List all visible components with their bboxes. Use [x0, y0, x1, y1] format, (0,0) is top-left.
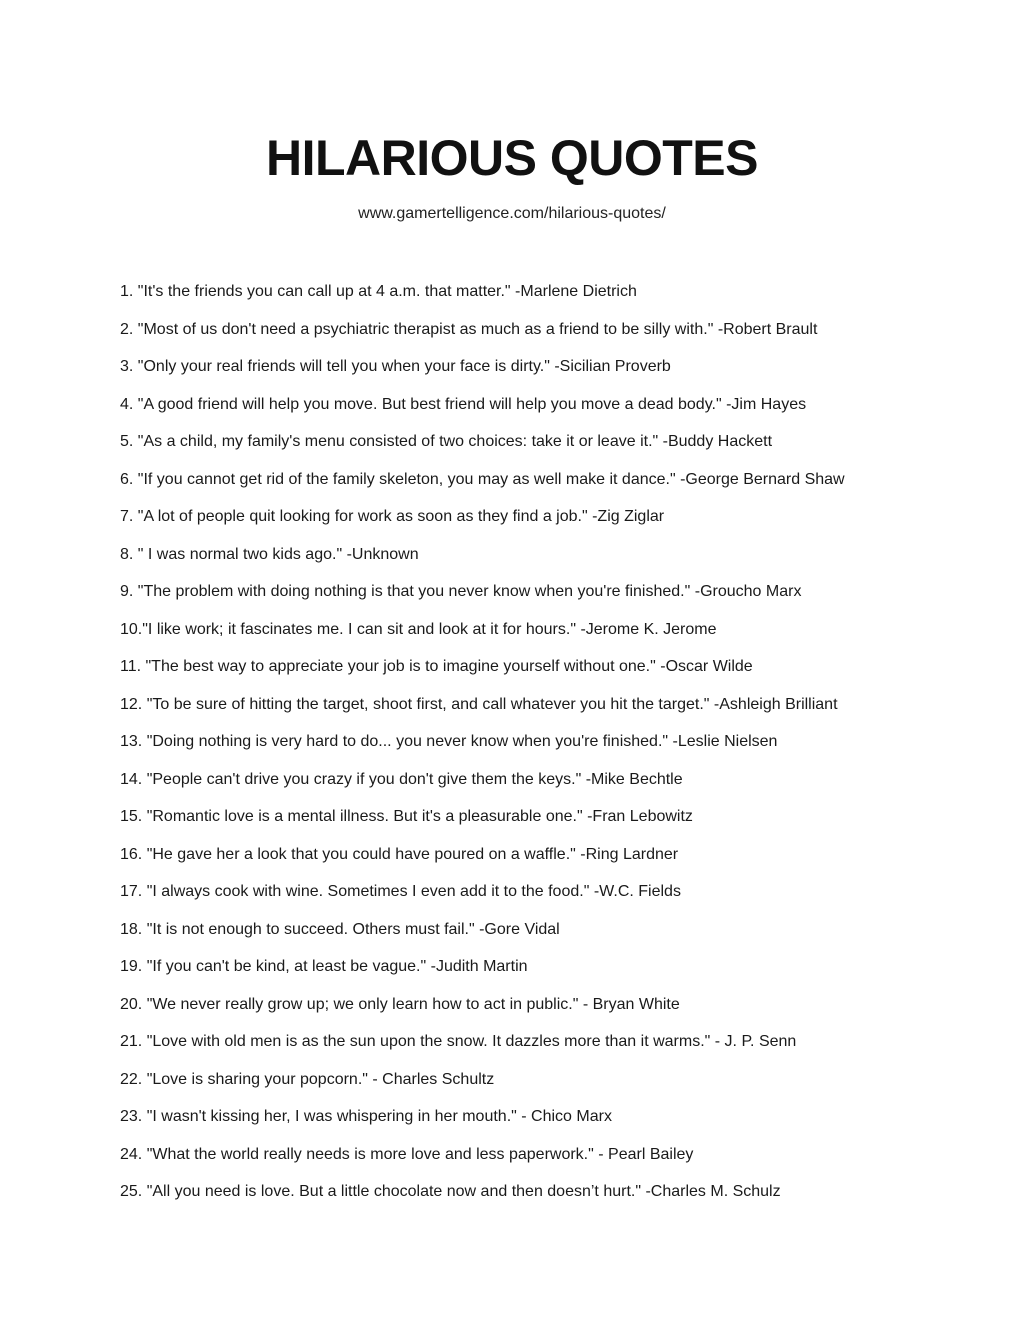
quote-item-14: 14. "People can't drive you crazy if you don't give them the keys." -Mike Bechtle: [120, 770, 683, 788]
quote-item-4: 4. "A good friend will help you move. But best friend will help you move a dead body." -Jim Hayes: [120, 395, 807, 413]
quote-item-24: 24. "What the world really needs is more love and less paperwork." - Pearl Bailey: [120, 1145, 694, 1163]
quote-item-6: 6. "If you cannot get rid of the family skeleton, you may as well make it dance." -George Bernard Shaw: [120, 470, 845, 488]
quote-item-16: 16. "He gave her a look that you could have poured on a waffle." -Ring Lardner: [120, 845, 679, 863]
source-url: www.gamertelligence.com/hilarious-quotes/: [358, 205, 666, 222]
quote-item-3: 3. "Only your real friends will tell you when your face is dirty." -Sicilian Proverb: [120, 358, 671, 375]
quote-item-23: 23. "I wasn't kissing her, I was whispering in her mouth." - Chico Marx: [120, 1108, 612, 1125]
quote-item-10: 10."I like work; it fascinates me. I can sit and look at it for hours." -Jerome K. Jerome: [120, 620, 717, 638]
quote-item-19: 19. "If you can't be kind, at least be vague." -Judith Martin: [120, 958, 528, 975]
page-title: HILARIOUS QUOTES: [265, 130, 759, 186]
quote-item-20: 20. "We never really grow up; we only learn how to act in public." - Bryan White: [120, 995, 680, 1013]
quote-item-9: 9. "The problem with doing nothing is that you never know when you're finished." -Groucho Marx: [120, 583, 802, 600]
quote-item-11: 11. "The best way to appreciate your job is to imagine yourself without one." -Oscar Wilde: [120, 658, 753, 675]
quote-item-21: 21. "Love with old men is as the sun upon the snow. It dazzles more than it warms." - J. P. Senn: [120, 1033, 797, 1050]
quote-item-2: 2. "Most of us don't need a psychiatric therapist as much as a friend to be silly with." -Robert Brault: [120, 320, 818, 338]
quote-item-8: 8. " I was normal two kids ago." -Unknown: [120, 545, 419, 563]
quote-item-15: 15. "Romantic love is a mental illness. But it's a pleasurable one." -Fran Lebowitz: [120, 808, 693, 825]
quote-item-12: 12. "To be sure of hitting the target, shoot first, and call whatever you hit the target." -Ashleigh Brilliant: [120, 695, 838, 713]
quote-item-1: 1. "It's the friends you can call up at 4 a.m. that matter." -Marlene Dietrich: [120, 283, 637, 300]
quote-item-7: 7. "A lot of people quit looking for work as soon as they find a job." -Zig Ziglar: [120, 508, 665, 525]
quote-item-5: 5. "As a child, my family's menu consisted of two choices: take it or leave it." -Buddy Hackett: [120, 433, 773, 450]
quote-item-17: 17. "I always cook with wine. Sometimes I even add it to the food." -W.C. Fields: [120, 883, 681, 900]
quote-item-18: 18. "It is not enough to succeed. Others must fail." -Gore Vidal: [120, 920, 560, 938]
quote-item-22: 22. "Love is sharing your popcorn." - Charles Schultz: [120, 1070, 495, 1088]
quote-item-25: 25. "All you need is love. But a little chocolate now and then doesn’t hurt." -Charles M. Schulz: [120, 1183, 781, 1200]
quote-list: [120, 281, 1000, 1219]
quote-item-13: 13. "Doing nothing is very hard to do... you never know when you're finished." -Leslie Nielsen: [120, 733, 778, 750]
